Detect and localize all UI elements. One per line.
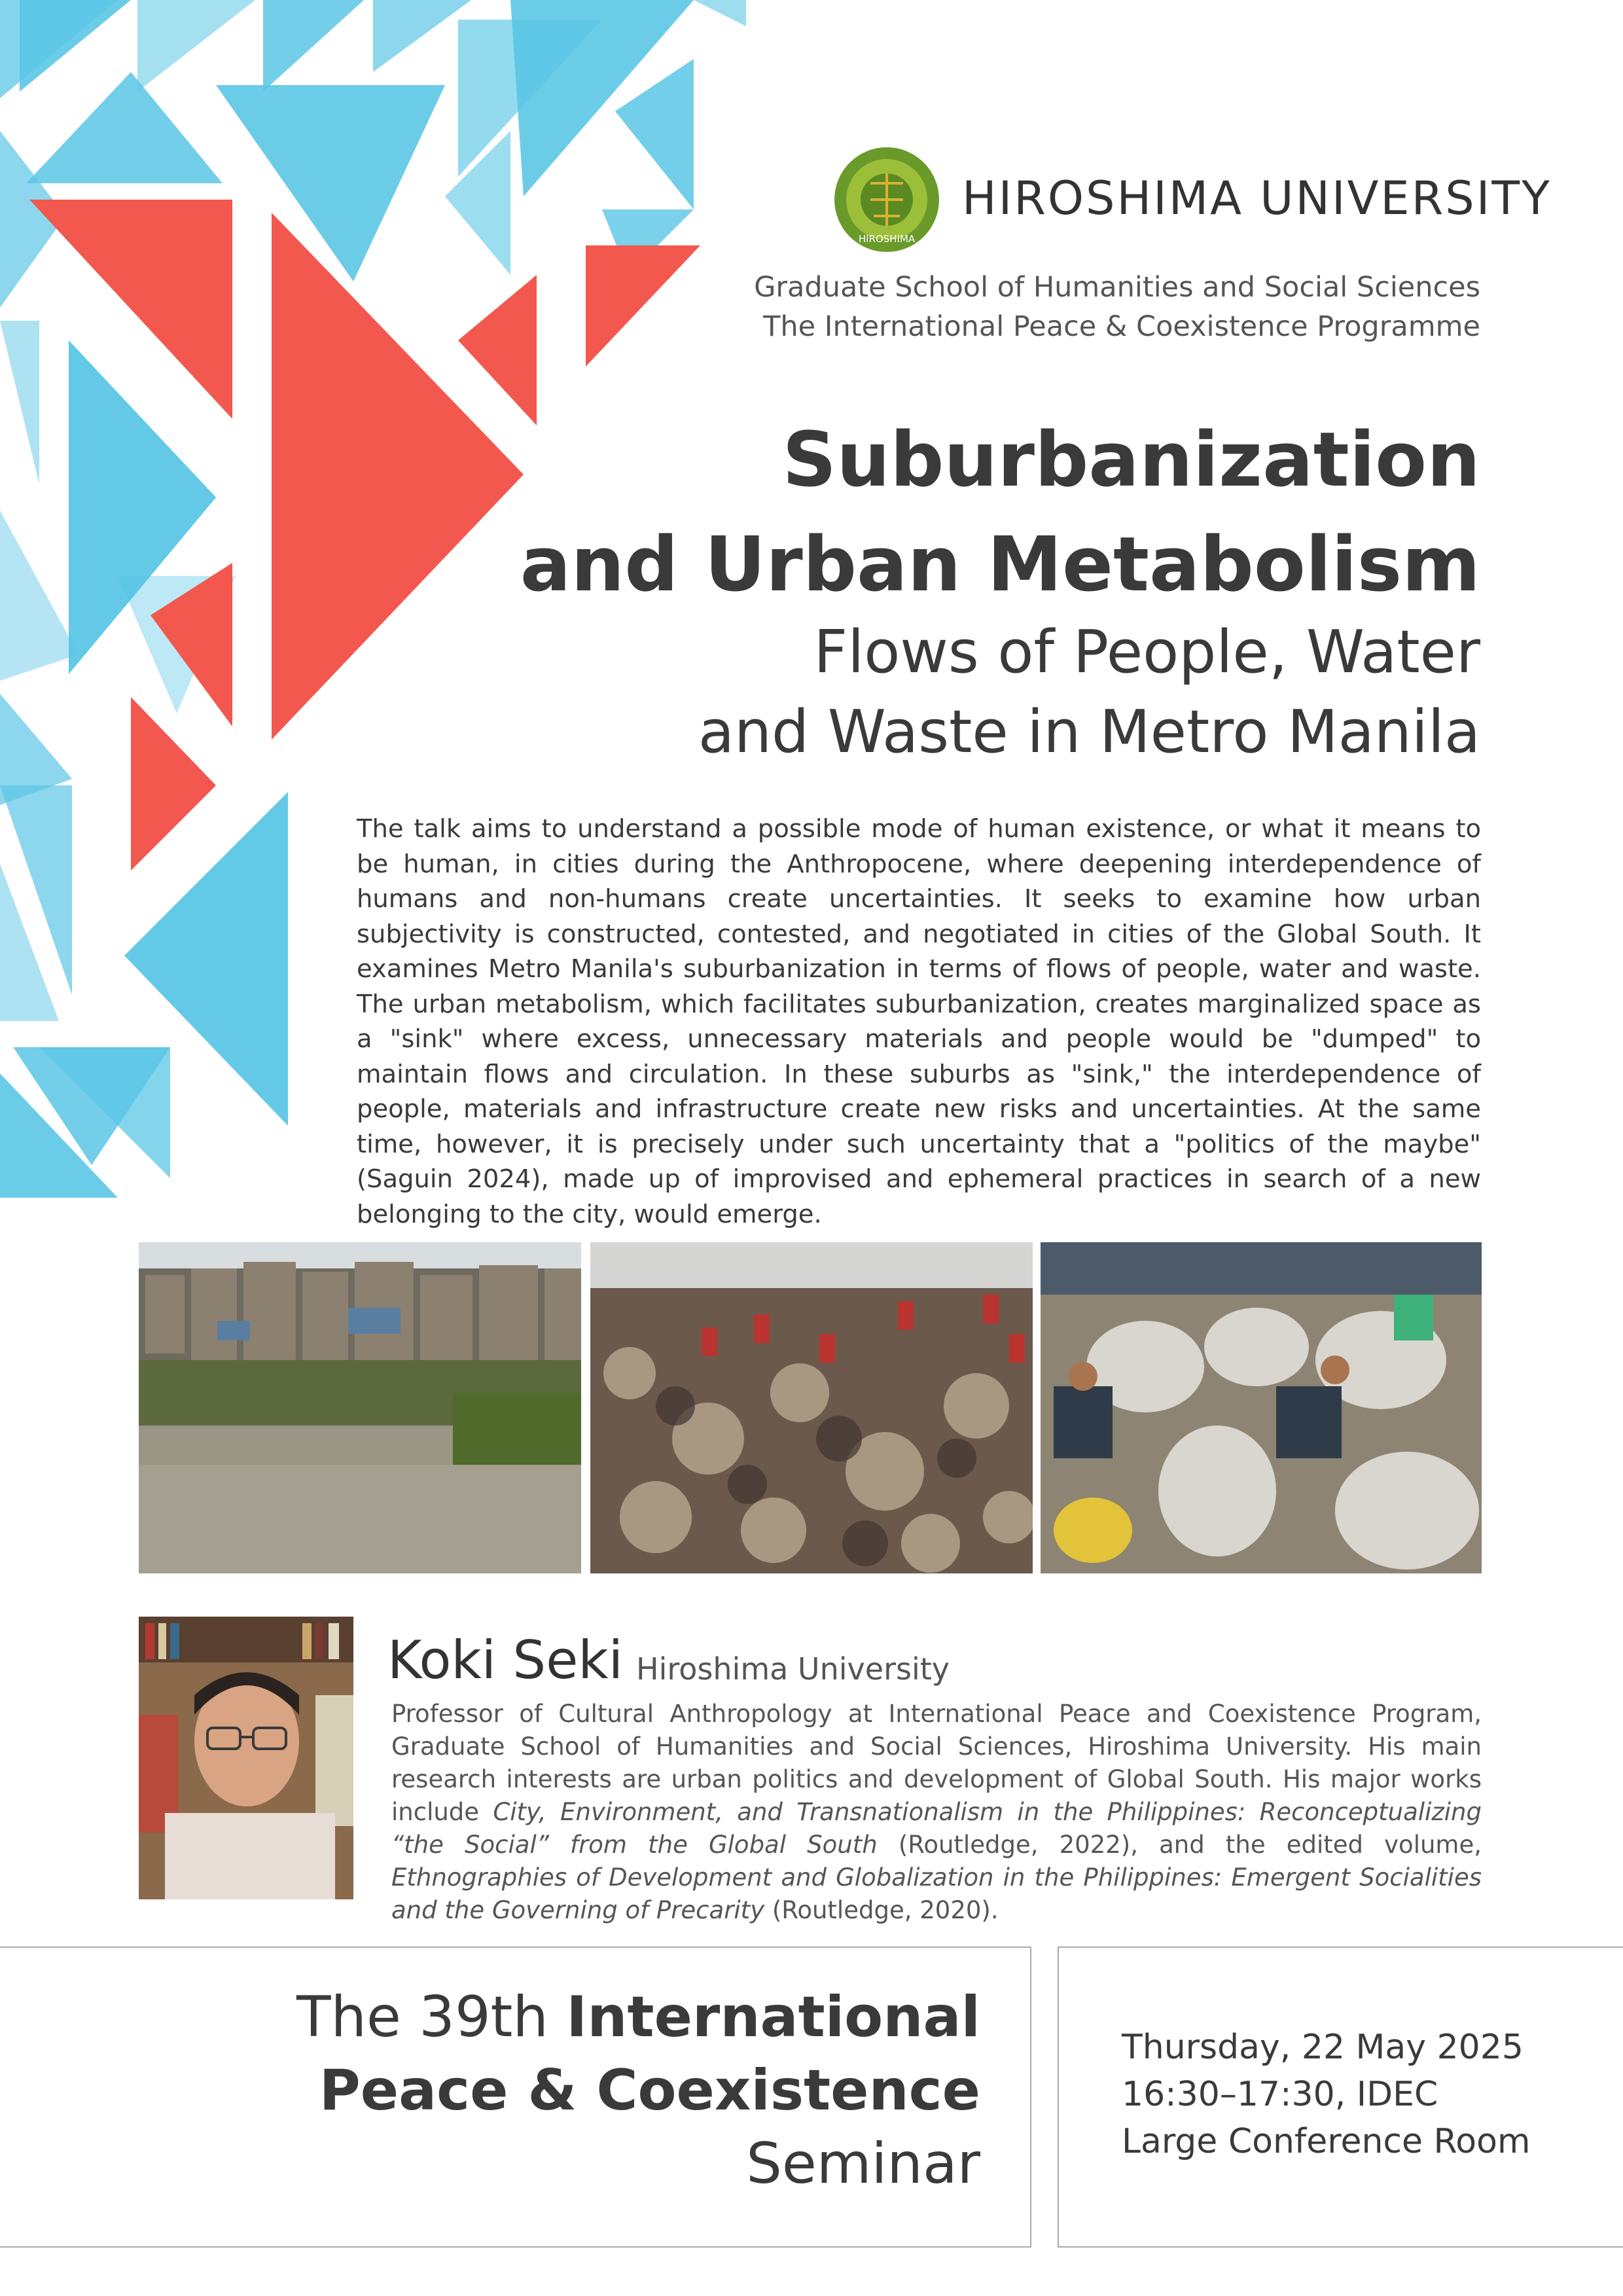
department-line-2: The International Peace & Coexistence Programme bbox=[763, 310, 1480, 343]
event-room: Large Conference Room bbox=[1122, 2122, 1531, 2161]
bio-text-3: (Routledge, 2020). bbox=[764, 1896, 999, 1924]
speaker-affiliation: Hiroshima University bbox=[636, 1651, 950, 1687]
seminar-name-1: International bbox=[566, 1984, 980, 2050]
abstract-paragraph: The talk aims to understand a possible mode of human existence, or what it means to be human, in cities during the Anthropocene, where deepening interdependence of humans and non-humans create uncertainties. It seeks to examine how urban subjectivity is constructed, contested, and negotiated in cities of the Global South. It examines Metro Manila's suburbanization in terms of flows of people, water and waste. The urban metabolism, which facilitates suburbanization, creates marginalized space as a "sink" where excess, unnecessary materials and people would be "dumped" to maintain flows and circulation. In these suburbs as "sink," the interdependence of people, materials and infrastructure create new risks and uncertainties. At the same time, however, it is precisely under such uncertainty that a "politics of the maybe" (Saguin 2024), made up of improvised and ephemeral practices in search of a new belonging to the city, would emerge. bbox=[357, 814, 1481, 1229]
event-date: Thursday, 22 May 2025 bbox=[1122, 2028, 1524, 2067]
bio-book-1: City, Environment, and Transnationalism in the Philippines: Reconceptualizing “the Social” from the Global South bbox=[391, 1798, 1482, 1859]
department-line-1: Graduate School of Humanities and Social Sciences bbox=[754, 271, 1480, 304]
photo-waste-sorting bbox=[1041, 1242, 1482, 1573]
title-line-2: and Urban Metabolism bbox=[520, 521, 1480, 609]
university-name: HIROSHIMA UNIVERSITY bbox=[962, 171, 1552, 225]
event-time: 16:30–17:30, IDEC bbox=[1122, 2075, 1438, 2114]
seminar-suffix: Seminar bbox=[746, 2131, 980, 2197]
photo-waste-dump bbox=[590, 1242, 1033, 1573]
bio-text-2: (Routledge, 2022), and the edited volume, bbox=[877, 1831, 1482, 1859]
speaker-bio bbox=[391, 1698, 1482, 1927]
subtitle-line-2: and Waste in Metro Manila bbox=[698, 698, 1480, 766]
speaker-name: Koki Seki bbox=[387, 1630, 623, 1691]
speaker-portrait bbox=[139, 1617, 353, 1899]
hiroshima-university-logo bbox=[831, 144, 942, 255]
photo-riverside-settlement bbox=[139, 1242, 581, 1573]
seminar-name-2: Peace & Coexistence bbox=[319, 2058, 980, 2123]
bio-text-1: Professor of Cultural Anthropology at International Peace and Coexistence Program, Graduate School of Humanities and Social Sciences, Hiroshima University. His main research interests are urban politics and development of Global South. His major works include bbox=[391, 1700, 1482, 1826]
bio-book-2: Ethnographies of Development and Globalization in the Philippines: Emergent Socialities and the Governing of Precarity bbox=[391, 1863, 1482, 1924]
seminar-line-1 bbox=[296, 1984, 980, 2050]
svg-text:HIROSHIMA: HIROSHIMA bbox=[858, 233, 916, 245]
subtitle-line-1: Flows of People, Water bbox=[813, 618, 1480, 687]
title-line-1: Suburbanization bbox=[782, 416, 1480, 504]
seminar-prefix: The 39th bbox=[296, 1984, 567, 2050]
